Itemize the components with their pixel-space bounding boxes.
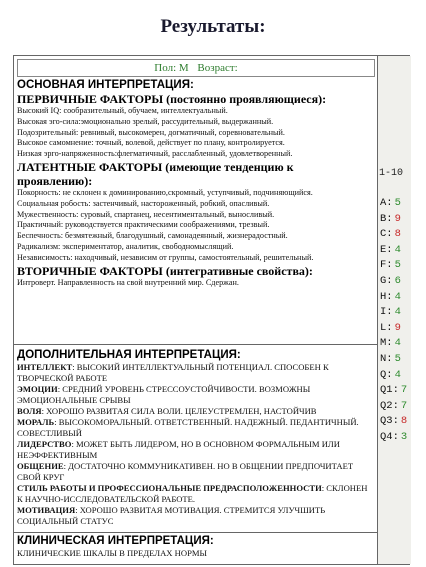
factor-row xyxy=(380,399,411,415)
factor-value: 4 xyxy=(394,243,401,256)
factor-name: L: xyxy=(380,321,393,334)
factor-row xyxy=(380,227,411,243)
clinical-text: КЛИНИЧЕСКИЕ ШКАЛЫ В ПРЕДЕЛАХ НОРМЫ xyxy=(17,548,207,558)
interpretation-column xyxy=(14,56,378,564)
factor-name: H: xyxy=(380,290,393,303)
additional-item xyxy=(17,417,374,439)
additional-item xyxy=(17,384,374,406)
factor-row xyxy=(380,368,411,384)
secondary-line: Интроверт. Направленность на свой внутренний мир. Сдержан. xyxy=(17,277,239,287)
latent-factors-heading: ЛАТЕНТНЫЕ ФАКТОРЫ (имеющие тенденцию к xyxy=(17,159,294,174)
item-text: : ВЫСОКИЙ ИНТЕЛЛЕКТУАЛЬНЫЙ ПОТЕНЦИАЛ. СПОСОБЕН К ТВОРЧЕСКОЙ РАБОТЕ xyxy=(17,362,329,383)
item-label: ОБЩЕНИЕ xyxy=(17,461,64,471)
factor-value: 4 xyxy=(394,337,401,350)
latent-factors-heading-cont: проявлению): xyxy=(17,173,93,188)
primary-line: Подозрительный: ревнивый, высокомерен, догматичный, соревновательный. xyxy=(17,127,285,137)
factor-value: 4 xyxy=(394,306,401,319)
factor-value: 3 xyxy=(400,430,408,443)
additional-item xyxy=(17,505,374,527)
factor-value: 7 xyxy=(400,384,408,397)
item-text: : ДОСТАТОЧНО КОММУНИКАТИВЕН. НО В ОБЩЕНИИ ПРЕДПОЧИТАЕТ СВОЙ КРУГ xyxy=(17,461,354,482)
factor-value: 5 xyxy=(394,197,401,209)
factor-name: E: xyxy=(380,243,393,256)
factor-value: 6 xyxy=(394,274,401,287)
clinical-interpretation-heading: КЛИНИЧЕСКАЯ ИНТЕРПРЕТАЦИЯ: xyxy=(17,535,214,547)
factor-name: Q3: xyxy=(380,415,399,428)
additional-item xyxy=(17,406,374,417)
info-bar xyxy=(17,59,375,77)
factor-value: 8 xyxy=(400,415,408,428)
factor-scores-column xyxy=(378,56,411,564)
factor-value: 9 xyxy=(394,212,401,225)
factor-row xyxy=(380,290,411,306)
additional-item xyxy=(17,483,374,505)
factor-row xyxy=(380,243,411,259)
factor-value: 8 xyxy=(394,228,401,241)
factor-row xyxy=(380,212,411,228)
additional-item xyxy=(17,439,374,461)
primary-line: Высокий IQ: сообразительный, обучаем, интеллектуальный. xyxy=(17,106,228,115)
additional-item xyxy=(17,461,374,483)
item-text: : СРЕДНИЙ УРОВЕНЬ СТРЕССОУСТОЙЧИВОСТИ. ВОЗМОЖНЫ ЭМОЦИОНАЛЬНЫЕ СРЫВЫ xyxy=(17,384,311,405)
factor-row xyxy=(380,430,411,446)
factor-name: Q: xyxy=(380,368,393,381)
additional-item xyxy=(17,362,374,384)
factor-name: Q2: xyxy=(380,399,399,412)
additional-interpretation-section xyxy=(14,345,377,533)
item-text: : СКЛОНЕН К НАУЧНО-ИССЛЕДОВАТЕЛЬСКОЙ РАБОТЕ. xyxy=(17,483,368,504)
main-interpretation-section xyxy=(14,79,377,345)
factor-value: 5 xyxy=(394,259,401,272)
primary-line: Высокое самомнение: точный, волевой, действует по плану, контролируется. xyxy=(17,138,285,148)
factor-name: B: xyxy=(380,212,393,225)
sex-label: Пол: М xyxy=(154,62,189,74)
factor-value: 9 xyxy=(394,321,401,334)
item-label: МОРАЛЬ xyxy=(17,417,55,427)
factor-name: M: xyxy=(380,337,393,350)
factor-value: 4 xyxy=(394,290,401,303)
age-label: Возраст: xyxy=(197,62,238,74)
factor-row xyxy=(380,321,411,337)
factor-name: C: xyxy=(380,228,393,241)
factor-row xyxy=(380,274,411,290)
primary-factors-heading: ПЕРВИЧНЫЕ ФАКТОРЫ (постоянно проявляющиеся): xyxy=(17,92,327,106)
factor-name: I: xyxy=(380,306,393,319)
page-title: Результаты: xyxy=(160,16,266,37)
item-label: ЭМОЦИИ xyxy=(17,384,58,394)
factor-row xyxy=(380,258,411,274)
factor-name: F: xyxy=(380,259,393,272)
additional-interpretation-heading: ДОПОЛНИТЕЛЬНАЯ ИНТЕРПРЕТАЦИЯ: xyxy=(17,349,241,361)
factor-value: 4 xyxy=(394,368,401,381)
latent-line: Мужественность: суровый, спартанец, несентиментальный, выносливый. xyxy=(17,209,275,219)
item-label: СТИЛЬ РАБОТЫ И ПРОФЕССИОНАЛЬНЫЕ ПРЕДРАСПОЛОЖЕННОСТИ xyxy=(17,483,322,493)
factor-name: A: xyxy=(380,197,393,209)
item-text: : ХОРОШО РАЗВИТАЯ СИЛА ВОЛИ. ЦЕЛЕУСТРЕМЛЕН, НАСТОЙЧИВ xyxy=(41,406,317,416)
factor-row xyxy=(380,196,411,212)
factor-name: Q1: xyxy=(380,384,399,397)
factor-name: N: xyxy=(380,352,393,365)
latent-line: Покорность: не склонен к доминированию,скромный, уступчивый, подчиняющийся. xyxy=(17,187,313,197)
scale-label: 1-10 xyxy=(379,168,404,179)
factor-value: 5 xyxy=(394,352,401,365)
primary-line: Низкая эрго-напряженность:флегматичный, расслабленный, удовлетворенный. xyxy=(17,149,293,159)
factor-score-list xyxy=(380,196,411,446)
latent-line: Практичный: руководствуется практическими соображениями, трезвый. xyxy=(17,220,270,230)
item-label: ВОЛЯ xyxy=(17,406,42,416)
factor-name: G: xyxy=(380,274,393,287)
item-text: : ВЫСОКОМОРАЛЬНЫЙ. ОТВЕТСТВЕННЫЙ. НАДЕЖНЫЙ. ПЕДАНТИЧНЫЙ. СОВЕСТЛИВЫЙ xyxy=(17,417,359,438)
secondary-factors-heading: ВТОРИЧНЫЕ ФАКТОРЫ (интегративные свойства): xyxy=(17,263,313,278)
latent-line: Беспечность: безмятежный, благодушный, самонадеянный, жизнерадостный. xyxy=(17,231,288,241)
factor-row xyxy=(380,414,411,430)
factor-value: 7 xyxy=(400,399,408,412)
item-text: : МОЖЕТ БЫТЬ ЛИДЕРОМ, НО В ОСНОВНОМ ФОРМАЛЬНЫМ ИЛИ НЕЭФФЕКТИВНЫМ xyxy=(17,439,340,460)
latent-line: Социальная робость: застенчивый, настороженный, робкий, опасливый. xyxy=(17,198,270,208)
latent-line: Независимость: находчивый, независим от группы, самостоятельный, решительный. xyxy=(17,252,314,262)
factor-row xyxy=(380,336,411,352)
factor-row xyxy=(380,352,411,368)
item-text: : ХОРОШО РАЗВИТАЯ МОТИВАЦИЯ. СТРЕМИТСЯ УЛУЧШИТЬ СОЦИАЛЬНЫЙ СТАТУС xyxy=(17,505,326,526)
clinical-interpretation-section xyxy=(14,533,377,566)
primary-line: Высокая эго-сила:эмоционально зрелый, рассудительный, выдержанный. xyxy=(17,116,274,126)
factor-row xyxy=(380,305,411,321)
item-label: ИНТЕЛЛЕКТ xyxy=(17,362,73,372)
factor-name: Q4: xyxy=(380,430,399,443)
factor-row xyxy=(380,383,411,399)
item-label: ЛИДЕРСТВО xyxy=(17,439,72,449)
latent-line: Радикализм: экспериментатор, аналитик, свободномыслящий. xyxy=(17,241,234,251)
item-label: МОТИВАЦИЯ xyxy=(17,505,76,515)
main-interpretation-heading: ОСНОВНАЯ ИНТЕРПРЕТАЦИЯ: xyxy=(17,79,194,91)
results-table xyxy=(13,55,410,565)
